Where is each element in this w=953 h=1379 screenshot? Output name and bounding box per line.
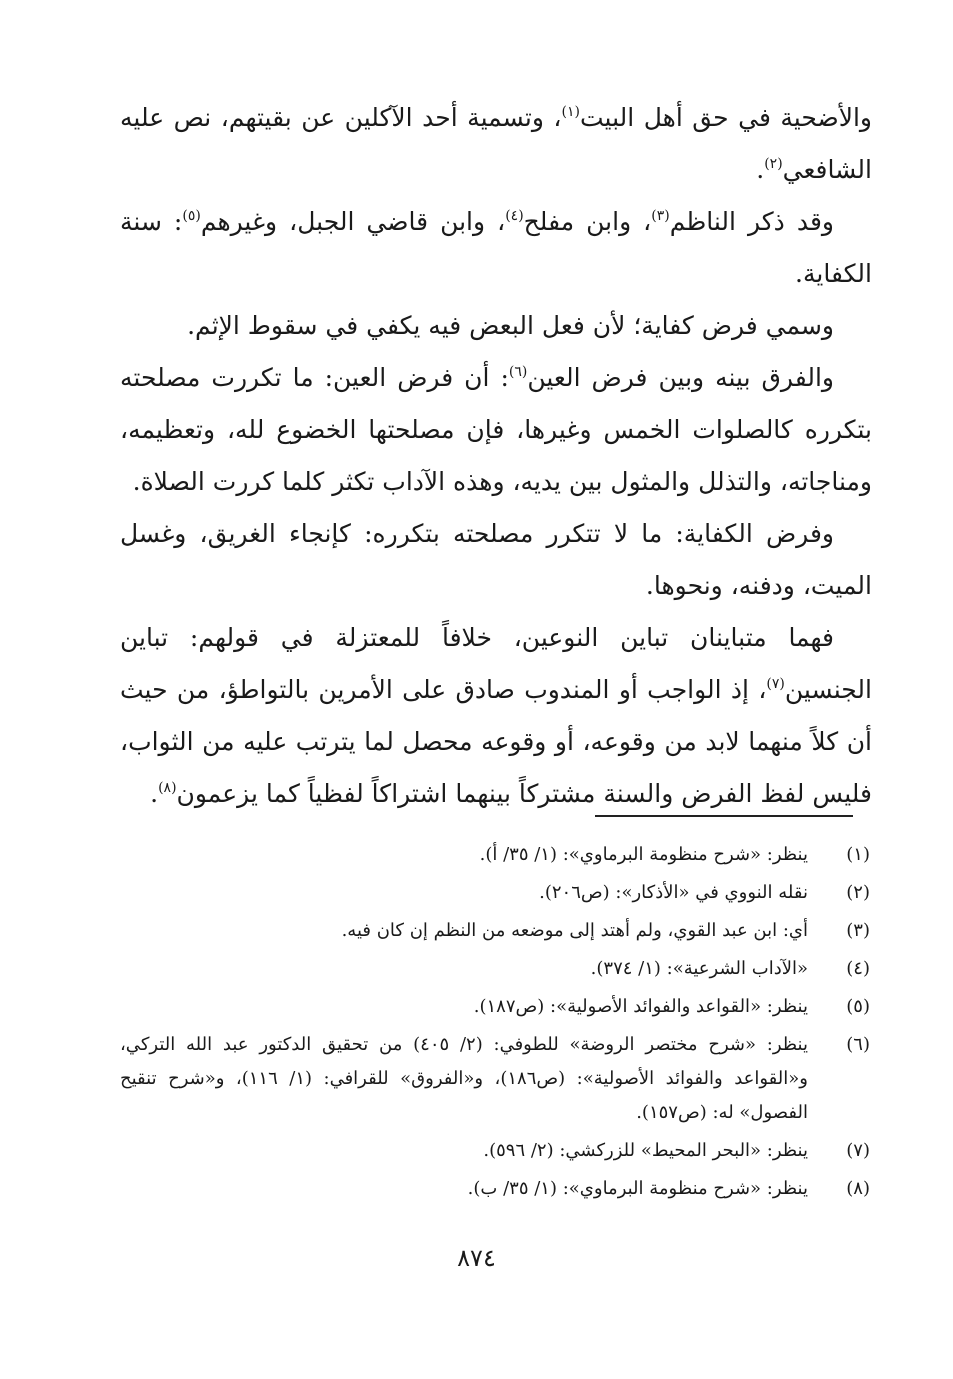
footnote-ref: (٨) [158,780,177,796]
text-run: والأضحية في حق أهل البيت [579,103,872,132]
footnote-ref: (٤) [505,208,524,224]
footnote-text: أي: ابن عبد القوي، ولم أهتد إلى موضعه من النظم إن كان فيه. [341,920,808,941]
footnote-separator [595,815,853,817]
footnote-number: (٣) [846,920,870,941]
footnote-number: (٤) [846,958,870,979]
paragraph: وفرض الكفاية: ما لا تتكرر مصلحته بتكرره: كإنجاء الغريق، وغسل الميت، ودفنه، ونحوها. [120,519,872,600]
paragraph [120,196,872,300]
footnote-text: «الآداب الشرعية»: (١/ ٣٧٤). [590,958,808,979]
footnote-item [120,876,872,910]
footnote-number: (٥) [846,996,870,1017]
text-run: : سنة الكفاية. [120,207,872,288]
footnote-number: (٢) [846,882,870,903]
footnote-ref: (٣) [651,208,670,224]
main-text [120,92,872,820]
footnote-text: ينظر: «شرح منظومة البرماوي»: (١/ ٣٥/ أ). [479,844,808,865]
footnote-item [120,914,872,948]
text-run: ، وابن قاضي الجبل، وغيرهم [200,207,506,236]
text-run: فهما متباينان تباين النوعين، خلافاً للمعتزلة في قولهم: تباين الجنسين [120,623,872,704]
footnote-text: ينظر: «البحر المحيط» للزركشي: (٢/ ٥٩٦). [483,1140,808,1161]
paragraph: وسمي فرض كفاية؛ لأن فعل البعض فيه يكفي في سقوط الإثم. [187,311,834,340]
footnote-item [120,1172,872,1206]
text-run: وقد ذكر الناظم [669,207,834,236]
footnote-ref: (١) [561,104,580,120]
text-run: والفرق بينه وبين فرض العين [527,363,835,392]
footnote-ref: (٥) [182,208,201,224]
footnote-number: (٧) [846,1140,870,1161]
footnote-ref: (٧) [766,676,785,692]
footnote-item [120,838,872,872]
footnote-item [120,1028,872,1130]
footnote-item [120,952,872,986]
footnote-text: ينظر: «شرح منظومة البرماوي»: (١/ ٣٥/ ب). [467,1178,808,1199]
footnote-ref: (٦) [508,364,528,380]
footnote-number: (٨) [846,1178,870,1199]
footnote-item [120,990,872,1024]
paragraph [120,612,872,820]
footnote-number: (١) [846,844,870,865]
text-run: ، وتسمية أحد الآكلين عن بقيتهم، نص عليه الشافعي [120,103,872,184]
footnote-ref: (٢) [764,156,783,172]
text-run: . [756,155,765,184]
footnote-text: ينظر: «شرح مختصر الروضة» للطوفي: (٢/ ٤٠٥) من تحقيق الدكتور عبد الله التركي، و«القواعد والفوائد الأصولية»: (ص١٨٦)، و«الفروق» للقرافي: (١/ ١١٦)، و«شرح تنقيح الفصول» له: (ص١٥٧). [120,1034,808,1123]
text-run: . [150,779,159,808]
text-run: : أن فرض العين: ما تكررت مصلحته بتكرره كالصلوات الخمس وغيرها، فإن مصلحتها الخضوع لله، وتعظيمه، ومناجاته، والتذلل والمثول بين يديه، وهذه الآداب تكثر كلما كررت الصلاة. [120,363,872,496]
footnote-item [120,1134,872,1168]
footnotes-section [120,838,872,1210]
text-run: ، وابن مفلح [523,207,652,236]
text-run: ، إذ الواجب أو المندوب صادق على الأمرين بالتواطؤ، من حيث أن كلاً منهما لابد من وقوعه، أو وقوعه محصل لما يترتب عليه من الثواب، فليس لفظ الفرض والسنة مشتركاً بينهما اشتراكاً لفظياً كما يزعمون [120,675,872,808]
footnote-text: نقله النووي في «الأذكار»: (ص٢٠٦). [539,882,808,903]
paragraph [120,352,872,508]
paragraph [120,92,872,196]
footnote-number: (٦) [846,1034,870,1055]
footnote-text: ينظر: «القواعد والفوائد الأصولية»: (ص١٨٧). [473,996,808,1017]
page-number: ٨٧٤ [457,1244,496,1272]
